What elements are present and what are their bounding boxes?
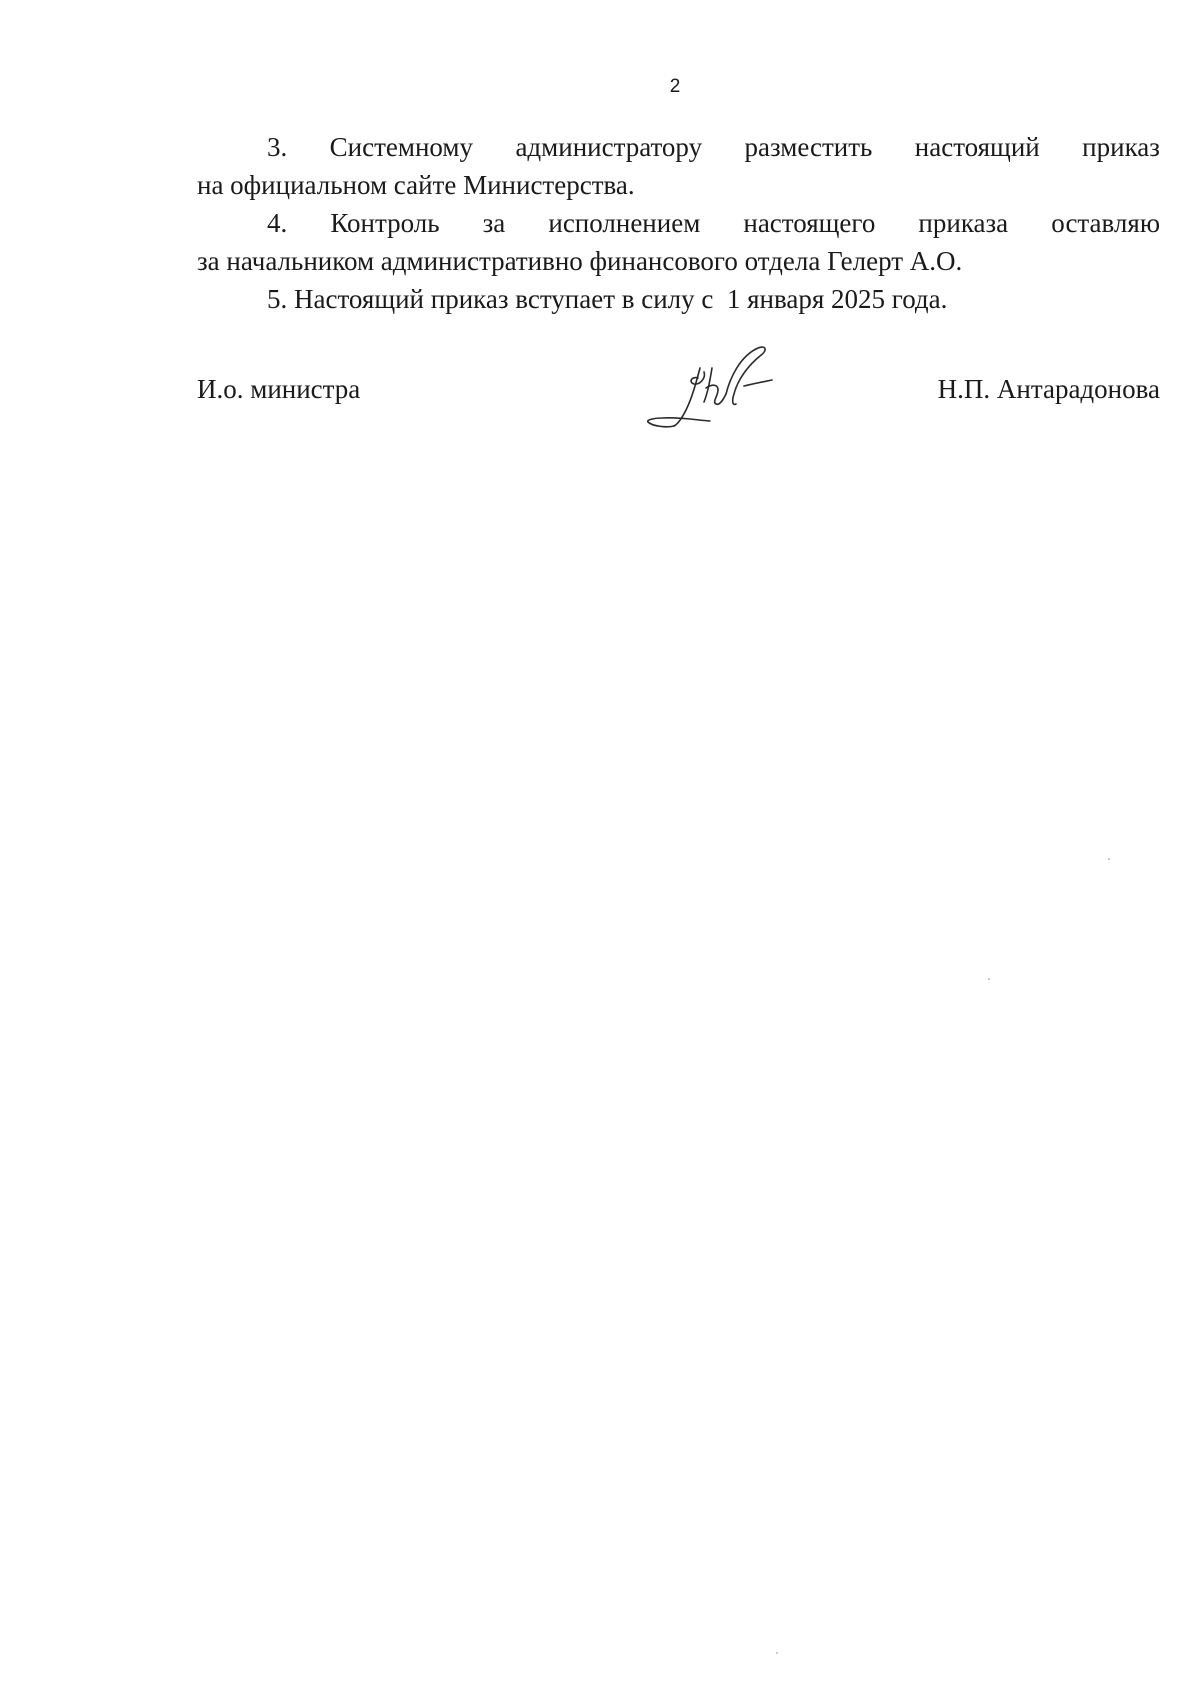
paragraph-5-line-1: 5. Настоящий приказ вступает в силу с 1 января 2025 года. (267, 284, 948, 314)
paragraph-3-word: разместить (744, 132, 873, 162)
handwritten-signature (640, 338, 790, 438)
paragraph-4-word: исполнением (548, 208, 701, 238)
paragraph-4 (197, 204, 1160, 280)
paragraph-3-word: настоящий (914, 132, 1040, 162)
paragraph-3-word: администратору (515, 132, 703, 162)
paragraph-3 (197, 128, 1160, 204)
scan-speck (988, 978, 990, 980)
paragraph-3-word: Системному (329, 132, 474, 162)
paragraph-5 (197, 280, 1160, 318)
paragraph-4-number: 4. (267, 208, 288, 238)
page-number: 2 (669, 76, 681, 97)
paragraph-4-word: настоящего (743, 208, 876, 238)
signatory-position: И.о. министра (197, 374, 361, 404)
scan-speck (776, 1652, 778, 1654)
paragraph-3-line-2: на официальном сайте Министерства. (197, 170, 635, 200)
paragraph-4-word: за (482, 208, 506, 238)
paragraph-4-line-2: за начальником административно финансового отдела Гелерт А.О. (197, 246, 963, 276)
document-body (197, 128, 1160, 318)
signatory-name: Н.П. Антарадонова (937, 374, 1160, 404)
paragraph-3-word: приказ (1082, 132, 1160, 162)
paragraph-4-word: оставляю (1051, 208, 1160, 238)
paragraph-4-word: приказа (918, 208, 1009, 238)
paragraph-3-line-1 (197, 128, 1160, 166)
paragraph-4-line-1 (197, 204, 1160, 242)
paragraph-4-word: Контроль (330, 208, 440, 238)
paragraph-3-number: 3. (267, 132, 288, 162)
scan-speck (1108, 858, 1110, 860)
